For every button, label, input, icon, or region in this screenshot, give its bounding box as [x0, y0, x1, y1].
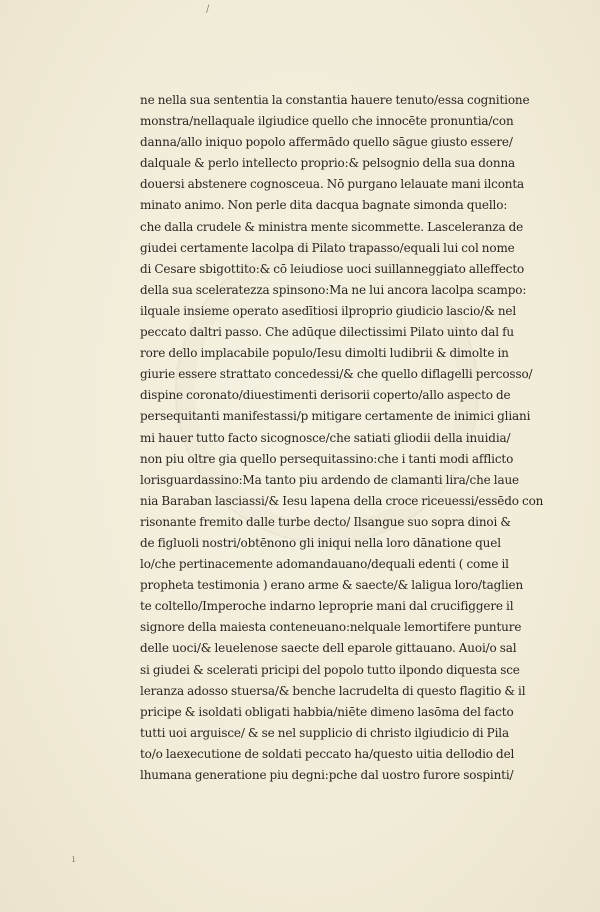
text-line: lo/che pertinacemente adomandauano/dequali edenti ( come il — [140, 557, 509, 572]
text-line: lorisguardassino:Ma tanto piu ardendo de clamanti lira/che laue — [140, 472, 519, 487]
text-line: dalquale & perlo intellecto proprio:& pelsognio della sua donna — [140, 156, 516, 171]
text-line: si giudei & scelerati pricipi del popolo tutto ilpondo diquesta sce — [140, 662, 520, 677]
text-line: pricipe & isoldati obligati habbia/niēte dimeno lasōma del facto — [140, 704, 514, 719]
text-line: tutti uoi arguisce/ & se nel supplicio di christo ilgiudicio di Pila — [140, 725, 509, 740]
page-mark-top: / — [206, 4, 210, 15]
text-line: della sua sceleratezza spinsono:Ma ne lui ancora lacolpa scampo: — [140, 282, 527, 297]
text-line: danna/allo iniquo popolo affermādo quello sāgue giusto essere/ — [140, 135, 513, 150]
text-line: che dalla crudele & ministra mente sicommette. Lasceleranza de — [140, 219, 524, 234]
text-line: signore della maiesta conteneuano:nelquale lemortifere punture — [140, 620, 522, 635]
text-line: minato animo. Non perle dita dacqua bagnate simonda quello: — [140, 198, 508, 213]
text-line: di Cesare sbigottito:& cō leiudiose uoci suillanneggiato alleffecto — [140, 261, 525, 276]
text-line: peccato daltri passo. Che adūque dilectissimi Pilato uinto dal fu — [140, 325, 514, 340]
text-line: dispine coronato/diuestimenti derisorii coperto/allo aspecto de — [140, 388, 511, 403]
text-line: ne nella sua sententia la constantia hauere tenuto/essa cognitione — [140, 93, 530, 107]
text-line: nia Baraban lasciassi/& Iesu lapena della croce riceuessi/essēdo con — [140, 493, 544, 508]
text-line: giudei certamente lacolpa di Pilato trapasso/equali lui col nome — [140, 240, 515, 255]
text-line: leranza adosso stuersa/& benche lacrudelta di questo flagitio & il — [140, 683, 526, 698]
text-line: to/o laexecutione de soldati peccato ha/questo uitia dellodio del — [140, 746, 515, 761]
text-line: persequitanti manifestassi/p mitigare certamente de inimici gliani — [140, 409, 531, 424]
text-line: risonante fremito dalle turbe decto/ Ilsangue suo sopra dinoi & — [140, 514, 511, 529]
text-line: lhumana generatione piu degni:pche dal uostro furore sospinti/ — [140, 768, 514, 782]
text-line: mi hauer tutto facto sicognosce/che satiati gliodii della inuidia/ — [140, 430, 511, 445]
page-mark-bottom: ı — [72, 854, 76, 865]
text-line: rore dello implacabile populo/Iesu dimolti ludibrii & dimolte in — [140, 346, 509, 361]
body-text — [140, 90, 560, 786]
text-line: de figluoli nostri/obtēnono gli iniqui nella loro dānatione quel — [140, 535, 501, 550]
text-line: delle uoci/& leuelenose saecte dell eparole gittauano. Auoi/o sal — [140, 641, 517, 656]
text-line: ilquale insieme operato asedītiosi ilproprio giudicio lascio/& nel — [140, 303, 517, 318]
text-line: te coltello/Imperoche indarno leproprie mani dal crucifiggere il — [140, 599, 514, 614]
text-line: monstra/nellaquale ilgiudice quello che innocēte pronuntia/con — [140, 114, 514, 129]
text-line: propheta testimonia ) erano arme & saecte/& laligua loro/taglien — [140, 578, 524, 593]
text-line: douersi abstenere cognosceua. Nō purgano lelauate mani ilconta — [140, 177, 525, 192]
text-line: non piu oltre gia quello persequitassino:che i tanti modi afflicto — [140, 451, 514, 466]
text-line: giurie essere strattato concedessi/& che quello diflagelli percosso/ — [140, 367, 533, 382]
